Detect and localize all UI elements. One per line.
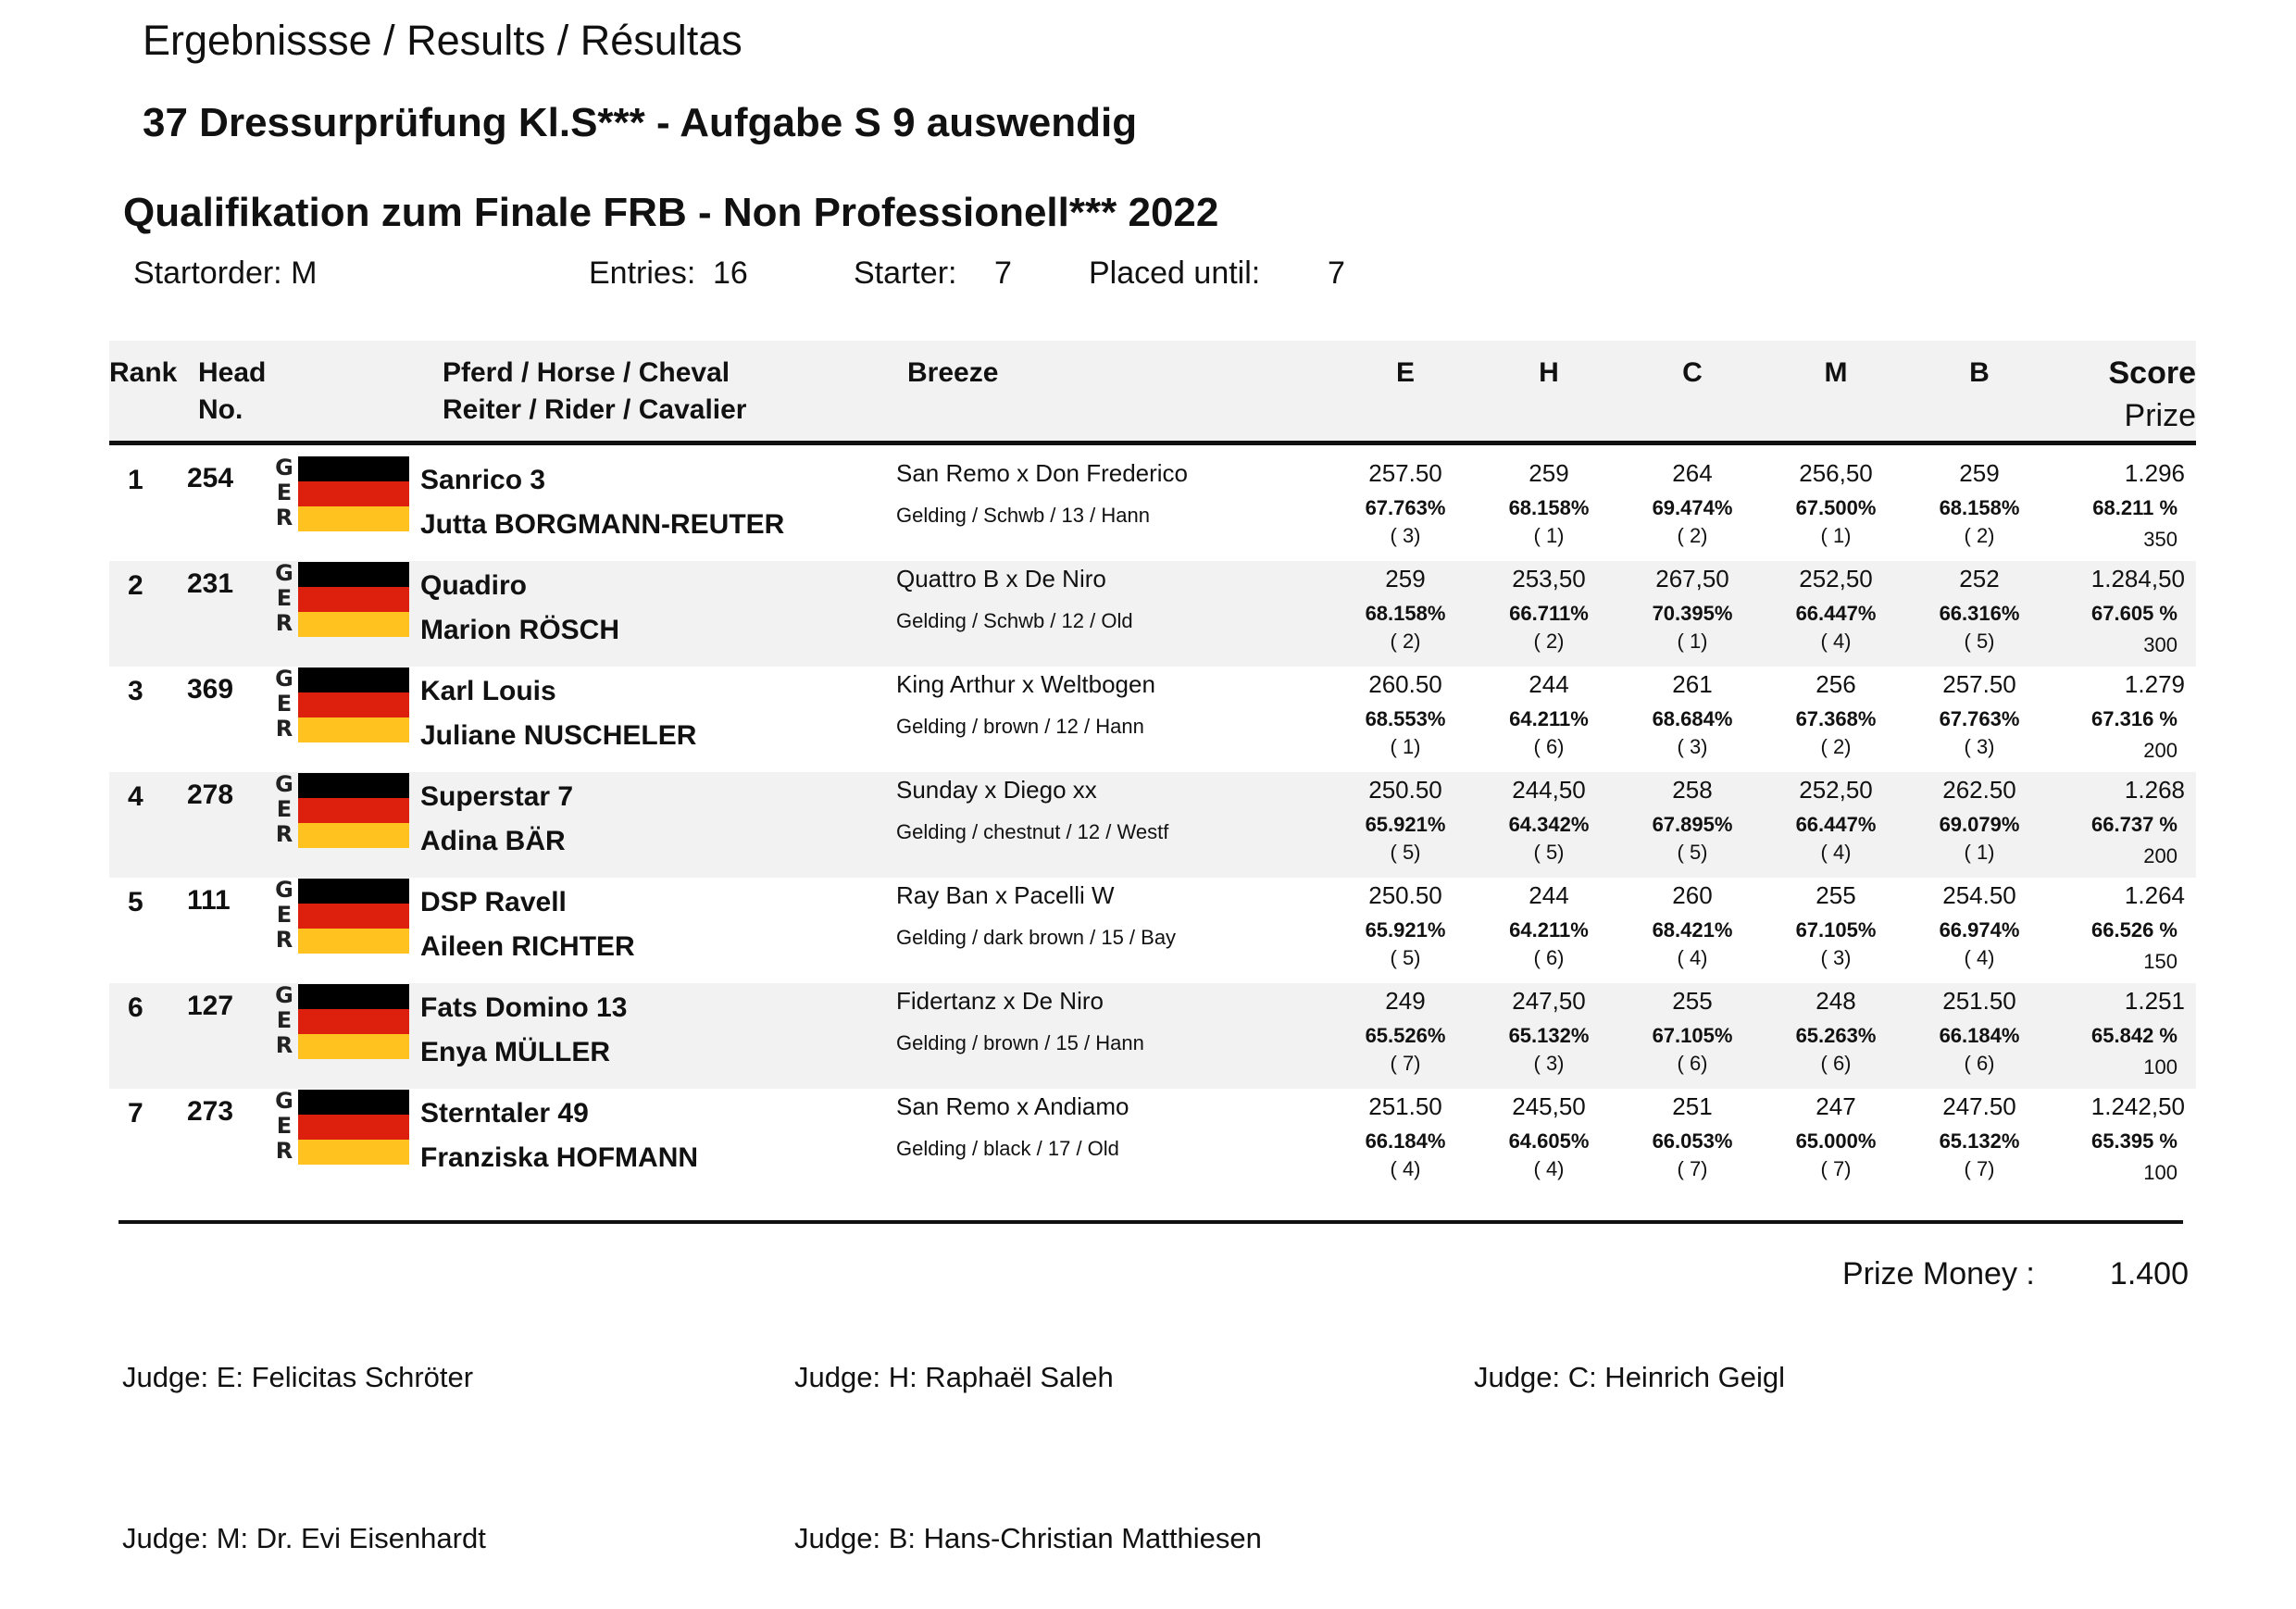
judge-placing: ( 1) bbox=[1533, 524, 1565, 547]
header-prize: Prize bbox=[2124, 398, 2196, 433]
breeding: San Remo x Don Frederico bbox=[896, 459, 1189, 487]
breeding: King Arthur x Weltbogen bbox=[896, 670, 1155, 698]
judge-percent: 66.447% bbox=[1795, 813, 1877, 836]
flag-stripe bbox=[298, 904, 409, 929]
rank: 7 bbox=[128, 1098, 144, 1129]
judge-percent: 66.184% bbox=[1939, 1024, 2020, 1047]
flag-stripe bbox=[298, 1034, 409, 1059]
rider-name: Adina BÄR bbox=[420, 826, 566, 856]
judge-percent: 68.684% bbox=[1652, 707, 1733, 730]
breeding: Ray Ban x Pacelli W bbox=[896, 881, 1115, 909]
judge-score: 255 bbox=[1816, 881, 1856, 909]
placed-value: 7 bbox=[1328, 256, 1345, 291]
judge-m: Judge: M: Dr. Evi Eisenhardt bbox=[122, 1522, 486, 1554]
judge-percent: 66.316% bbox=[1939, 602, 2020, 625]
judge-percent: 70.395% bbox=[1652, 602, 1733, 625]
total-percent: 65.842 % bbox=[2091, 1024, 2177, 1047]
judge-score: 251.50 bbox=[1368, 1092, 1442, 1120]
judge-score: 244 bbox=[1529, 881, 1569, 909]
horse-name: Superstar 7 bbox=[420, 781, 574, 812]
judge-percent: 67.105% bbox=[1795, 918, 1877, 942]
total-percent: 66.737 % bbox=[2091, 813, 2177, 836]
judge-score: 250.50 bbox=[1368, 881, 1442, 909]
judge-score: 259 bbox=[1385, 565, 1426, 592]
horse-name: Karl Louis bbox=[420, 676, 556, 706]
entries-label: Entries: bbox=[589, 256, 696, 291]
rider-name: Franziska HOFMANN bbox=[420, 1142, 699, 1173]
rider-name: Marion RÖSCH bbox=[420, 615, 620, 645]
judge-percent: 65.526% bbox=[1365, 1024, 1446, 1047]
head-number: 231 bbox=[187, 568, 234, 599]
flag-letter: G bbox=[275, 666, 293, 692]
judge-placing: ( 6) bbox=[1964, 1052, 1995, 1075]
judge-percent: 66.974% bbox=[1939, 918, 2020, 942]
footer-divider bbox=[119, 1220, 2183, 1224]
judge-percent: 65.263% bbox=[1795, 1024, 1877, 1047]
judge-placing: ( 2) bbox=[1390, 630, 1421, 653]
judge-score: 249 bbox=[1385, 987, 1426, 1015]
judge-placing: ( 1) bbox=[1677, 630, 1708, 653]
rider-name: Jutta BORGMANN-REUTER bbox=[420, 509, 785, 540]
horse-name: DSP Ravell bbox=[420, 887, 567, 917]
judge-score: 257.50 bbox=[1368, 459, 1442, 487]
judge-score: 255 bbox=[1672, 987, 1713, 1015]
judge-percent: 65.132% bbox=[1508, 1024, 1590, 1047]
judge-placing: ( 6) bbox=[1820, 1052, 1852, 1075]
prize: 350 bbox=[2143, 528, 2177, 551]
judge-c: Judge: C: Heinrich Geigl bbox=[1474, 1361, 1785, 1393]
judge-score: 256,50 bbox=[1799, 459, 1873, 487]
judge-score: 267,50 bbox=[1655, 565, 1729, 592]
flag-letter: E bbox=[276, 1007, 293, 1033]
judge-percent: 65.000% bbox=[1795, 1129, 1877, 1153]
judge-score: 264 bbox=[1672, 459, 1713, 487]
judge-percent: 67.763% bbox=[1365, 496, 1446, 519]
judge-score: 262.50 bbox=[1942, 776, 2016, 804]
rider-name: Aileen RICHTER bbox=[420, 931, 635, 962]
germany-flag-icon bbox=[270, 772, 409, 848]
horse-name: Sterntaler 49 bbox=[420, 1098, 589, 1129]
judge-score: 256 bbox=[1816, 670, 1856, 698]
germany-flag-icon bbox=[270, 878, 409, 954]
header-judge-h: H bbox=[1539, 357, 1559, 388]
judge-placing: ( 6) bbox=[1533, 946, 1565, 969]
flag-stripe bbox=[298, 667, 409, 692]
judge-placing: ( 7) bbox=[1677, 1157, 1708, 1180]
rank: 1 bbox=[128, 465, 144, 495]
horse-details: Gelding / Schwb / 13 / Hann bbox=[896, 504, 1150, 527]
flag-letter: R bbox=[275, 1138, 293, 1164]
judge-score: 257.50 bbox=[1942, 670, 2016, 698]
judge-placing: ( 4) bbox=[1390, 1157, 1421, 1180]
flag-stripe bbox=[298, 717, 409, 742]
flag-letter: R bbox=[275, 610, 293, 636]
judge-percent: 67.500% bbox=[1795, 496, 1877, 519]
judge-percent: 65.921% bbox=[1365, 813, 1446, 836]
flag-stripe bbox=[298, 562, 409, 587]
prize: 200 bbox=[2143, 739, 2177, 762]
flag-letter: R bbox=[275, 1032, 293, 1058]
judge-percent: 64.211% bbox=[1509, 707, 1589, 730]
judge-score: 258 bbox=[1672, 776, 1713, 804]
judge-placing: ( 1) bbox=[1390, 735, 1421, 758]
judge-percent: 66.711% bbox=[1509, 602, 1589, 625]
judge-percent: 68.158% bbox=[1939, 496, 2020, 519]
judge-placing: ( 4) bbox=[1964, 946, 1995, 969]
total-score: 1.264 bbox=[2124, 881, 2185, 909]
judge-score: 259 bbox=[1529, 459, 1569, 487]
flag-stripe bbox=[298, 612, 409, 637]
germany-flag-icon bbox=[270, 455, 409, 531]
total-percent: 66.526 % bbox=[2091, 918, 2177, 942]
judge-percent: 65.132% bbox=[1939, 1129, 2020, 1153]
page-title: Ergebnissse / Results / Résultas bbox=[143, 17, 742, 64]
flag-letter: E bbox=[276, 480, 293, 505]
header-horse: Pferd / Horse / Cheval bbox=[443, 357, 730, 388]
horse-name: Sanrico 3 bbox=[420, 465, 546, 495]
judge-placing: ( 1) bbox=[1820, 524, 1852, 547]
judge-score: 260 bbox=[1672, 881, 1713, 909]
flag-stripe bbox=[298, 506, 409, 531]
judge-e: Judge: E: Felicitas Schröter bbox=[122, 1361, 474, 1393]
judge-percent: 64.605% bbox=[1508, 1129, 1590, 1153]
judge-percent: 68.158% bbox=[1365, 602, 1446, 625]
rider-name: Juliane NUSCHELER bbox=[420, 720, 697, 751]
header-no: No. bbox=[198, 394, 243, 425]
flag-stripe bbox=[298, 879, 409, 904]
judge-placing: ( 3) bbox=[1533, 1052, 1565, 1075]
judge-placing: ( 3) bbox=[1820, 946, 1852, 969]
horse-details: Gelding / brown / 15 / Hann bbox=[896, 1031, 1144, 1054]
judge-placing: ( 2) bbox=[1820, 735, 1852, 758]
judge-score: 253,50 bbox=[1512, 565, 1586, 592]
judge-percent: 64.211% bbox=[1509, 918, 1589, 942]
judge-placing: ( 4) bbox=[1533, 1157, 1565, 1180]
judge-placing: ( 1) bbox=[1964, 841, 1995, 864]
germany-flag-icon bbox=[270, 667, 409, 742]
total-percent: 67.316 % bbox=[2091, 707, 2177, 730]
entries-value: 16 bbox=[713, 256, 748, 291]
header-judge-b: B bbox=[1969, 357, 1990, 388]
total-percent: 68.211 % bbox=[2092, 496, 2177, 519]
judge-percent: 69.474% bbox=[1652, 496, 1733, 519]
flag-letter: R bbox=[275, 505, 293, 530]
startorder: Startorder: M bbox=[133, 256, 318, 291]
total-score: 1.296 bbox=[2124, 459, 2185, 487]
flag-stripe bbox=[298, 1140, 409, 1165]
flag-letter: G bbox=[275, 455, 293, 480]
judge-placing: ( 5) bbox=[1390, 946, 1421, 969]
judge-placing: ( 2) bbox=[1964, 524, 1995, 547]
flag-stripe bbox=[298, 798, 409, 823]
horse-name: Quadiro bbox=[420, 570, 528, 601]
horse-details: Gelding / brown / 12 / Hann bbox=[896, 715, 1144, 738]
flag-stripe bbox=[298, 773, 409, 798]
judge-h: Judge: H: Raphaël Saleh bbox=[794, 1361, 1114, 1393]
judge-placing: ( 3) bbox=[1964, 735, 1995, 758]
judge-percent: 66.447% bbox=[1795, 602, 1877, 625]
breeding: Quattro B x De Niro bbox=[896, 565, 1106, 592]
breeding: San Remo x Andiamo bbox=[896, 1092, 1129, 1120]
germany-flag-icon bbox=[270, 983, 409, 1059]
judge-placing: ( 7) bbox=[1820, 1157, 1852, 1180]
judge-placing: ( 5) bbox=[1390, 841, 1421, 864]
header-breeze: Breeze bbox=[907, 357, 999, 388]
judge-percent: 68.158% bbox=[1508, 496, 1590, 519]
flag-letter: R bbox=[275, 716, 293, 742]
flag-letter: E bbox=[276, 691, 293, 717]
flag-letter: G bbox=[275, 771, 293, 797]
judge-percent: 66.053% bbox=[1652, 1129, 1733, 1153]
flag-stripe bbox=[298, 587, 409, 612]
flag-letter: E bbox=[276, 1113, 293, 1139]
judge-placing: ( 4) bbox=[1677, 946, 1708, 969]
rank: 5 bbox=[128, 887, 144, 917]
head-number: 254 bbox=[187, 463, 234, 493]
judge-percent: 67.895% bbox=[1652, 813, 1733, 836]
judge-percent: 68.553% bbox=[1365, 707, 1446, 730]
judge-score: 251 bbox=[1672, 1092, 1713, 1120]
flag-letter: R bbox=[275, 927, 293, 953]
prize: 300 bbox=[2143, 633, 2177, 656]
prize: 100 bbox=[2143, 1161, 2177, 1184]
flag-stripe bbox=[298, 692, 409, 717]
horse-details: Gelding / dark brown / 15 / Bay bbox=[896, 926, 1177, 949]
header-rider: Reiter / Rider / Cavalier bbox=[443, 394, 747, 425]
rank: 4 bbox=[128, 781, 144, 812]
horse-details: Gelding / Schwb / 12 / Old bbox=[896, 609, 1133, 632]
judge-score: 247,50 bbox=[1512, 987, 1586, 1015]
judge-score: 252 bbox=[1959, 565, 2000, 592]
flag-letter: E bbox=[276, 902, 293, 928]
judge-percent: 67.368% bbox=[1795, 707, 1877, 730]
judge-score: 248 bbox=[1816, 987, 1856, 1015]
total-score: 1.242,50 bbox=[2090, 1092, 2185, 1120]
judge-placing: ( 6) bbox=[1677, 1052, 1708, 1075]
head-number: 278 bbox=[187, 780, 234, 810]
prize-money-value: 1.400 bbox=[2109, 1256, 2189, 1291]
total-score: 1.251 bbox=[2124, 987, 2185, 1015]
judge-percent: 69.079% bbox=[1939, 813, 2020, 836]
flag-letter: E bbox=[276, 585, 293, 611]
flag-letter: G bbox=[275, 1088, 293, 1114]
flag-letter: R bbox=[275, 821, 293, 847]
flag-letter: G bbox=[275, 560, 293, 586]
flag-stripe bbox=[298, 481, 409, 506]
horse-details: Gelding / black / 17 / Old bbox=[896, 1137, 1119, 1160]
header-divider bbox=[109, 441, 2196, 445]
head-number: 127 bbox=[187, 991, 234, 1021]
judge-score: 250.50 bbox=[1368, 776, 1442, 804]
starter-label: Starter: bbox=[854, 256, 957, 291]
total-score: 1.284,50 bbox=[2090, 565, 2185, 592]
horse-name: Fats Domino 13 bbox=[420, 992, 628, 1023]
judge-percent: 67.105% bbox=[1652, 1024, 1733, 1047]
flag-letter: E bbox=[276, 796, 293, 822]
flag-stripe bbox=[298, 456, 409, 481]
judge-placing: ( 2) bbox=[1677, 524, 1708, 547]
judge-score: 259 bbox=[1959, 459, 2000, 487]
head-number: 369 bbox=[187, 674, 234, 705]
breeding: Fidertanz x De Niro bbox=[896, 987, 1104, 1015]
judge-placing: ( 3) bbox=[1390, 524, 1421, 547]
rank: 2 bbox=[128, 570, 144, 601]
judge-score: 251.50 bbox=[1942, 987, 2016, 1015]
judge-score: 261 bbox=[1672, 670, 1713, 698]
total-percent: 65.395 % bbox=[2091, 1129, 2177, 1153]
judge-score: 254.50 bbox=[1942, 881, 2016, 909]
judge-score: 252,50 bbox=[1799, 776, 1873, 804]
horse-details: Gelding / chestnut / 12 / Westf bbox=[896, 820, 1169, 843]
flag-letter: G bbox=[275, 877, 293, 903]
judge-percent: 66.184% bbox=[1365, 1129, 1446, 1153]
germany-flag-icon bbox=[270, 1089, 409, 1165]
header-judge-e: E bbox=[1395, 357, 1415, 388]
flag-stripe bbox=[298, 1009, 409, 1034]
flag-stripe bbox=[298, 1090, 409, 1115]
judge-score: 245,50 bbox=[1512, 1092, 1586, 1120]
judge-percent: 65.921% bbox=[1365, 918, 1446, 942]
prize: 150 bbox=[2143, 950, 2177, 973]
judge-placing: ( 5) bbox=[1964, 630, 1995, 653]
judge-placing: ( 3) bbox=[1677, 735, 1708, 758]
head-number: 111 bbox=[187, 885, 231, 916]
flag-stripe bbox=[298, 984, 409, 1009]
placed-label: Placed until: bbox=[1089, 256, 1261, 291]
judge-placing: ( 4) bbox=[1820, 630, 1852, 653]
prize: 100 bbox=[2143, 1055, 2177, 1079]
rider-name: Enya MÜLLER bbox=[420, 1037, 611, 1067]
flag-stripe bbox=[298, 1115, 409, 1140]
judge-placing: ( 6) bbox=[1533, 735, 1565, 758]
judge-percent: 68.421% bbox=[1652, 918, 1733, 942]
starter-value: 7 bbox=[994, 256, 1012, 291]
flag-stripe bbox=[298, 823, 409, 848]
prize: 200 bbox=[2143, 844, 2177, 867]
total-percent: 67.605 % bbox=[2091, 602, 2177, 625]
judge-percent: 67.763% bbox=[1939, 707, 2020, 730]
header-judge-m: M bbox=[1824, 357, 1848, 388]
judge-score: 260.50 bbox=[1368, 670, 1442, 698]
judge-placing: ( 2) bbox=[1533, 630, 1565, 653]
judge-placing: ( 5) bbox=[1677, 841, 1708, 864]
judge-score: 247.50 bbox=[1942, 1092, 2016, 1120]
judge-score: 247 bbox=[1816, 1092, 1856, 1120]
judge-placing: ( 4) bbox=[1820, 841, 1852, 864]
judge-placing: ( 7) bbox=[1390, 1052, 1421, 1075]
judge-score: 244,50 bbox=[1512, 776, 1586, 804]
total-score: 1.279 bbox=[2124, 670, 2185, 698]
judge-placing: ( 5) bbox=[1533, 841, 1565, 864]
table-header bbox=[109, 341, 2196, 441]
judge-placing: ( 7) bbox=[1964, 1157, 1995, 1180]
header-score: Score bbox=[2108, 355, 2196, 391]
prize-money-label: Prize Money : bbox=[1842, 1256, 2035, 1291]
judge-score: 244 bbox=[1529, 670, 1569, 698]
competition-title: 37 Dressurprüfung Kl.S*** - Aufgabe S 9 auswendig bbox=[143, 100, 1138, 145]
qualification-title: Qualifikation zum Finale FRB - Non Professionell*** 2022 bbox=[123, 190, 1219, 235]
judge-b: Judge: B: Hans-Christian Matthiesen bbox=[794, 1522, 1262, 1554]
head-number: 273 bbox=[187, 1096, 234, 1127]
flag-letter: G bbox=[275, 982, 293, 1008]
rank: 3 bbox=[128, 676, 144, 706]
total-score: 1.268 bbox=[2124, 776, 2185, 804]
judge-percent: 64.342% bbox=[1508, 813, 1590, 836]
header-rank: Rank bbox=[109, 357, 178, 388]
rank: 6 bbox=[128, 992, 144, 1023]
flag-stripe bbox=[298, 929, 409, 954]
header-judge-c: C bbox=[1682, 357, 1703, 388]
breeding: Sunday x Diego xx bbox=[896, 776, 1097, 804]
header-head: Head bbox=[198, 357, 267, 388]
judge-score: 252,50 bbox=[1799, 565, 1873, 592]
germany-flag-icon bbox=[270, 561, 409, 637]
